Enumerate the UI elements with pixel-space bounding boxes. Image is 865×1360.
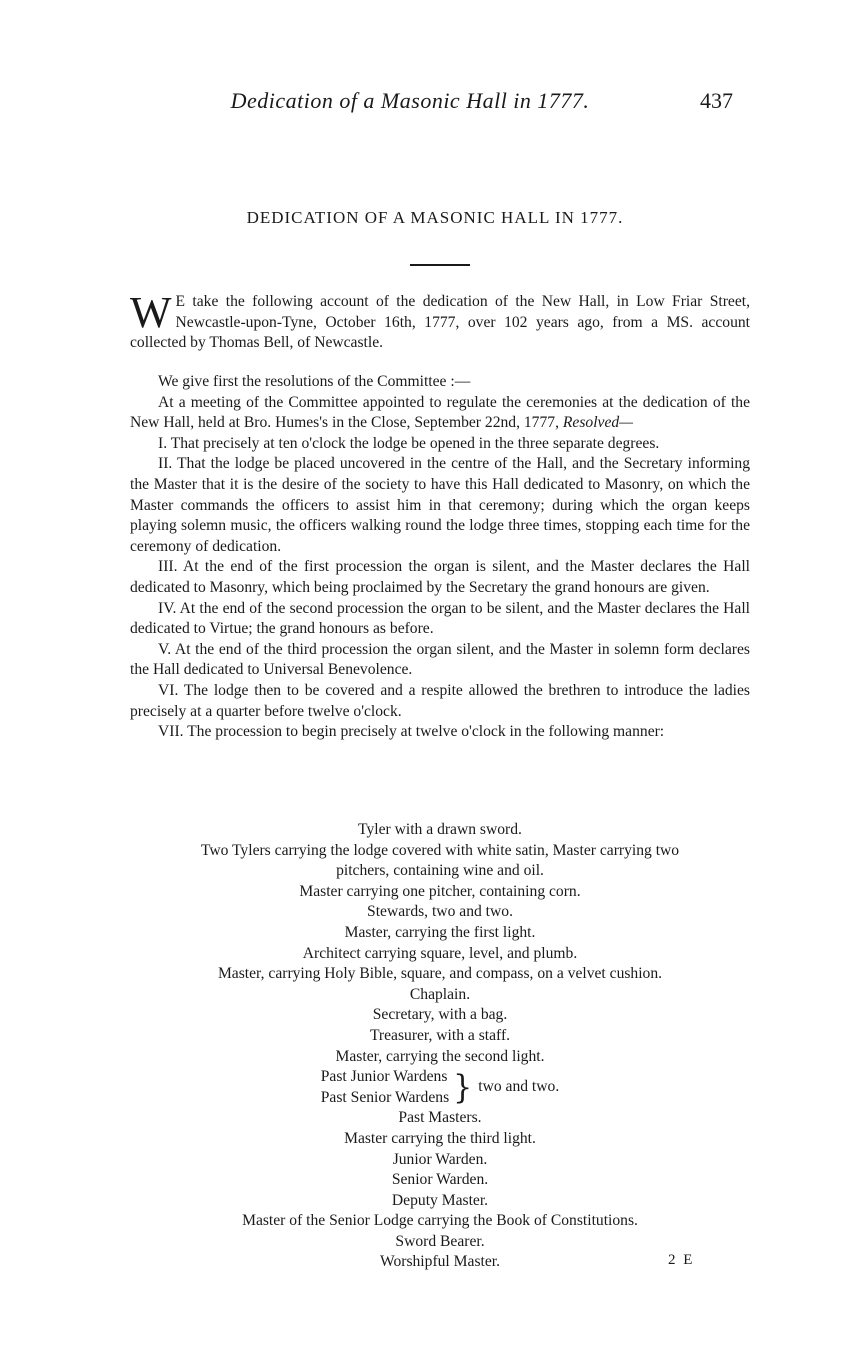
resolution-2: II. That the lodge be placed uncovered in the centre of the Hall, and the Secretary informing the Master that it is the desire of the society to have this Hall dedicated to Masonry, on which the Master commands the officers to assist him in that ceremony; during which the organ keeps playing solemn music, the officers walking round the lodge three times, stopping each time for the ceremony of dedication. <box>130 455 750 555</box>
procession-line: Past Senior Wardens <box>320 1088 450 1106</box>
procession-line: Tyler with a drawn sword. <box>358 821 522 838</box>
resolutions-section <box>130 372 750 743</box>
procession-line: Stewards, two and two. <box>367 903 513 921</box>
procession-line: Architect carrying square, level, and plumb. <box>302 944 578 962</box>
meeting-text: At a meeting of the Committee appointed to regulate the ceremonies at the dedication of the New Hall, held at Bro. Humes's in the Close, September 22nd, 1777, <box>130 393 750 432</box>
signature-mark: 2 E <box>668 1252 695 1268</box>
procession-line: Treasurer, with a staff. <box>369 1026 511 1044</box>
committee-line: We give first the resolutions of the Committee :— <box>158 373 471 390</box>
wardens-brace-group <box>115 1067 765 1108</box>
procession-line: Junior Warden. <box>392 1150 488 1168</box>
procession-line: Senior Warden. <box>391 1171 489 1189</box>
procession-line: Secretary, with a bag. <box>372 1006 508 1024</box>
brace-lines <box>321 1067 449 1108</box>
resolution-1: I. That precisely at ten o'clock the lodge be opened in the three separate degrees. <box>158 434 660 452</box>
running-title: Dedication of a Masonic Hall in 1777. <box>230 88 590 113</box>
intro-paragraph <box>130 288 750 354</box>
procession-line: Master, carrying Holy Bible, square, and compass, on a velvet cushion. <box>217 965 663 983</box>
procession-line: Past Masters. <box>398 1109 482 1127</box>
drop-cap: W <box>130 288 172 337</box>
resolution-4: IV. At the end of the second procession the organ to be silent, and the Master declares the Hall dedicated to Virtue; the grand honours as before. <box>130 599 750 638</box>
procession-line: Master of the Senior Lodge carrying the Book of Constitutions. <box>242 1212 638 1230</box>
procession-list <box>115 820 765 1273</box>
procession-line: Master, carrying the second light. <box>335 1047 545 1065</box>
page-number: 437 <box>700 88 733 113</box>
brace-icon: } <box>453 1067 473 1107</box>
procession-line: Chaplain. <box>409 985 471 1003</box>
meeting-paragraph <box>130 393 750 434</box>
article-title: DEDICATION OF A MASONIC HALL IN 1777. <box>246 208 624 227</box>
procession-line: Master carrying one pitcher, containing corn. <box>299 882 581 900</box>
procession-line: pitchers, containing wine and oil. <box>336 862 544 880</box>
brace-note: two and two. <box>478 1078 560 1096</box>
procession-line: Past Junior Wardens <box>320 1068 448 1086</box>
procession-line: Deputy Master. <box>391 1191 489 1209</box>
procession-line: Master, carrying the first light. <box>344 923 536 941</box>
procession-line: Worshipful Master. <box>379 1253 500 1271</box>
resolution-6: VI. The lodge then to be covered and a respite allowed the brethren to introduce the ladies precisely at a quarter before twelve o'clock. <box>130 681 750 720</box>
procession-line: Sword Bearer. <box>395 1232 485 1250</box>
procession-line: Two Tylers carrying the lodge covered with white satin, Master carrying two <box>200 841 680 859</box>
resolution-3: III. At the end of the first procession the organ is silent, and the Master declares the Hall dedicated to Masonry, which being proclaimed by the Secretary the grand honours are given. <box>130 558 750 596</box>
procession-line: Master carrying the third light. <box>344 1129 536 1147</box>
intro-text: E take the following account of the dedication of the New Hall, in Low Friar Street, Newcastle-upon-Tyne, October 16th, 1777, over 102 years ago, from a MS. account collected by Thomas Bell, of Newcastle. <box>130 293 750 352</box>
resolved-word: Resolved— <box>562 414 634 432</box>
resolution-7: VII. The procession to begin precisely at twelve o'clock in the following manner: <box>158 723 665 741</box>
resolution-5: V. At the end of the third procession the organ silent, and the Master in solemn form declares the Hall dedicated to Universal Benevolence. <box>130 640 750 679</box>
title-rule <box>410 264 470 266</box>
